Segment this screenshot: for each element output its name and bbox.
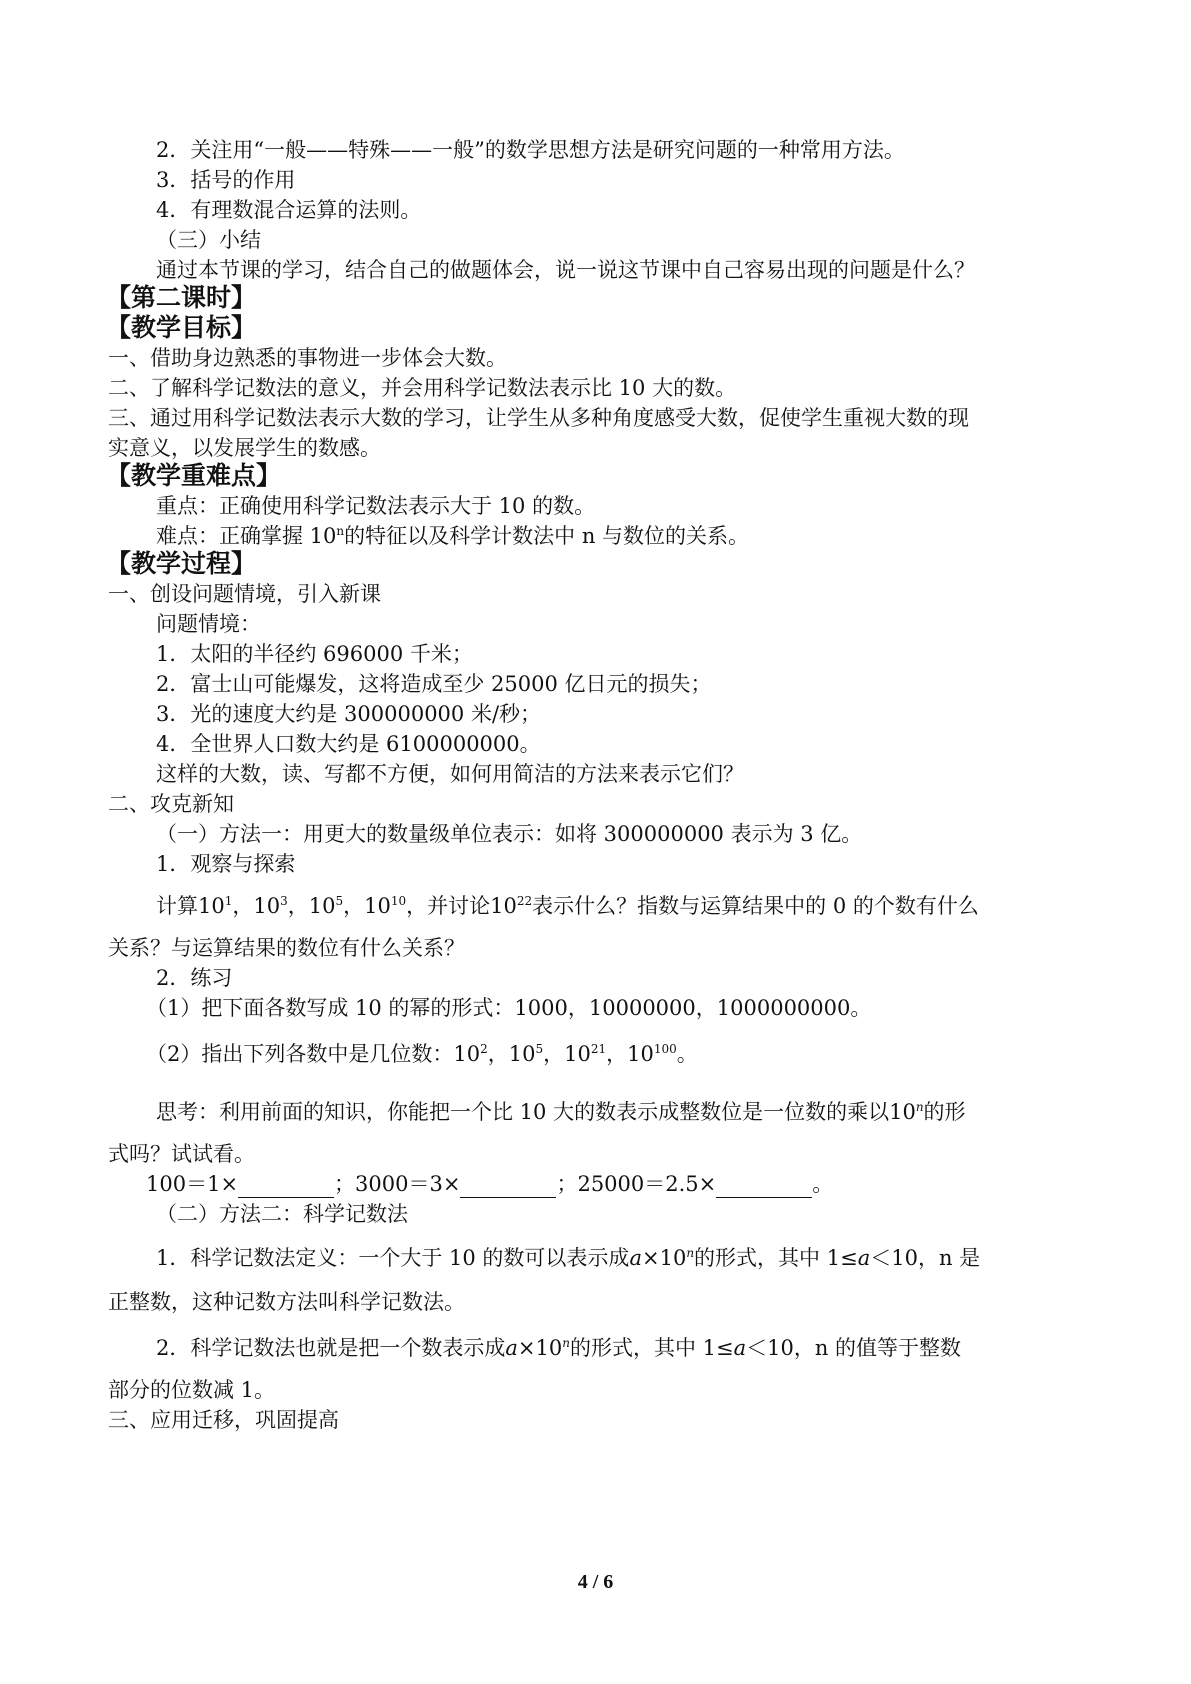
heading-teaching-goals: 【教学目标】 <box>106 313 257 342</box>
answer-blank[interactable] <box>460 1177 556 1198</box>
heading-key-points: 【教学重难点】 <box>106 461 282 490</box>
page-number: 4 / 6 <box>577 1571 614 1593</box>
problem-4: 4．全世界人口数大约是 6100000000。 <box>156 732 541 756</box>
definition-2-cont: 部分的位数减 1。 <box>108 1378 276 1402</box>
problem-context: 问题情境： <box>156 612 261 636</box>
practice-heading: 2．练习 <box>156 966 233 990</box>
process-step-2: 二、攻克新知 <box>108 792 234 816</box>
summary-question: 通过本节课的学习，结合自己的做题体会，说一说这节课中自己容易出现的问题是什么？ <box>156 258 975 282</box>
difficult-point: 难点：正确掌握 10$^n$的特征以及科学计数法中 n 与数位的关系。 <box>156 524 750 548</box>
thinking-question-cont: 式吗？试试看。 <box>108 1142 255 1166</box>
summary-line-4: 4．有理数混合运算的法则。 <box>156 198 422 222</box>
goal-3: 三、通过用科学记数法表示大数的学习，让学生从多种角度感受大数，促使学生重视大数的现 <box>108 406 969 430</box>
problem-2: 2．富士山可能爆发，这将造成至少 25000 亿日元的损失； <box>156 672 712 696</box>
process-step-1: 一、创设问题情境，引入新课 <box>108 582 381 606</box>
practice-2: （2）指出下列各数中是几位数：$10^2$，$10^5$，$10^{21}$，$10^{100}$。 <box>146 1042 698 1066</box>
answer-blank[interactable] <box>716 1177 812 1198</box>
problem-3: 3．光的速度大约是 300000000 米/秒； <box>156 702 542 726</box>
key-point: 重点：正确使用科学记数法表示大于 10 的数。 <box>156 494 596 518</box>
observe-explore: 1．观察与探索 <box>156 852 296 876</box>
fill-in-exercise: 100＝1× ；3000＝3× ；25000＝2.5× 。 <box>146 1172 834 1196</box>
goal-2: 二、了解科学记数法的意义，并会用科学记数法表示比 10 大的数。 <box>108 376 737 400</box>
definition-1-cont: 正整数，这种记数方法叫科学记数法。 <box>108 1290 465 1314</box>
goal-3-cont: 实意义，以发展学生的数感。 <box>108 436 381 460</box>
definition-2: 2．科学记数法也就是把一个数表示成$a\times 10^n$的形式，其中 1≤a＜10，n 的值等于整数 <box>156 1336 962 1360</box>
answer-blank[interactable] <box>238 1177 334 1198</box>
heading-second-lesson: 【第二课时】 <box>106 283 257 312</box>
definition-1: 1．科学记数法定义：一个大于 10 的数可以表示成$a\times 10^n$的形式，其中 1≤a＜10，n 是 <box>156 1246 981 1270</box>
goal-1: 一、借助身边熟悉的事物进一步体会大数。 <box>108 346 507 370</box>
calc-question-cont: 关系？与运算结果的数位有什么关系？ <box>108 936 465 960</box>
problem-question: 这样的大数，读、写都不方便，如何用简洁的方法来表示它们？ <box>156 762 744 786</box>
method-two: （二）方法二：科学记数法 <box>156 1202 408 1226</box>
problem-1: 1．太阳的半径约 696000 千米； <box>156 642 473 666</box>
method-one: （一）方法一：用更大的数量级单位表示：如将 300000000 表示为 3 亿。 <box>156 822 863 846</box>
process-step-3: 三、应用迁移，巩固提高 <box>108 1408 339 1432</box>
subsection-summary: （三）小结 <box>156 228 261 252</box>
heading-teaching-process: 【教学过程】 <box>106 549 257 578</box>
practice-1: （1）把下面各数写成 10 的幂的形式：1000，10000000，1000000000。 <box>146 996 872 1020</box>
thinking-question: 思考：利用前面的知识，你能把一个比 10 大的数表示成整数位是一位数的乘以10$^n$的形 <box>156 1100 966 1124</box>
calc-question: 计算$10^1$，$10^3$，$10^5$，$10^{10}$，并讨论$10^{22}$表示什么？指数与运算结果中的 0 的个数有什么 <box>156 894 979 918</box>
summary-line-3: 3．括号的作用 <box>156 168 296 192</box>
summary-line-2: 2．关注用“一般——特殊——一般”的数学思想方法是研究问题的一种常用方法。 <box>156 138 905 162</box>
